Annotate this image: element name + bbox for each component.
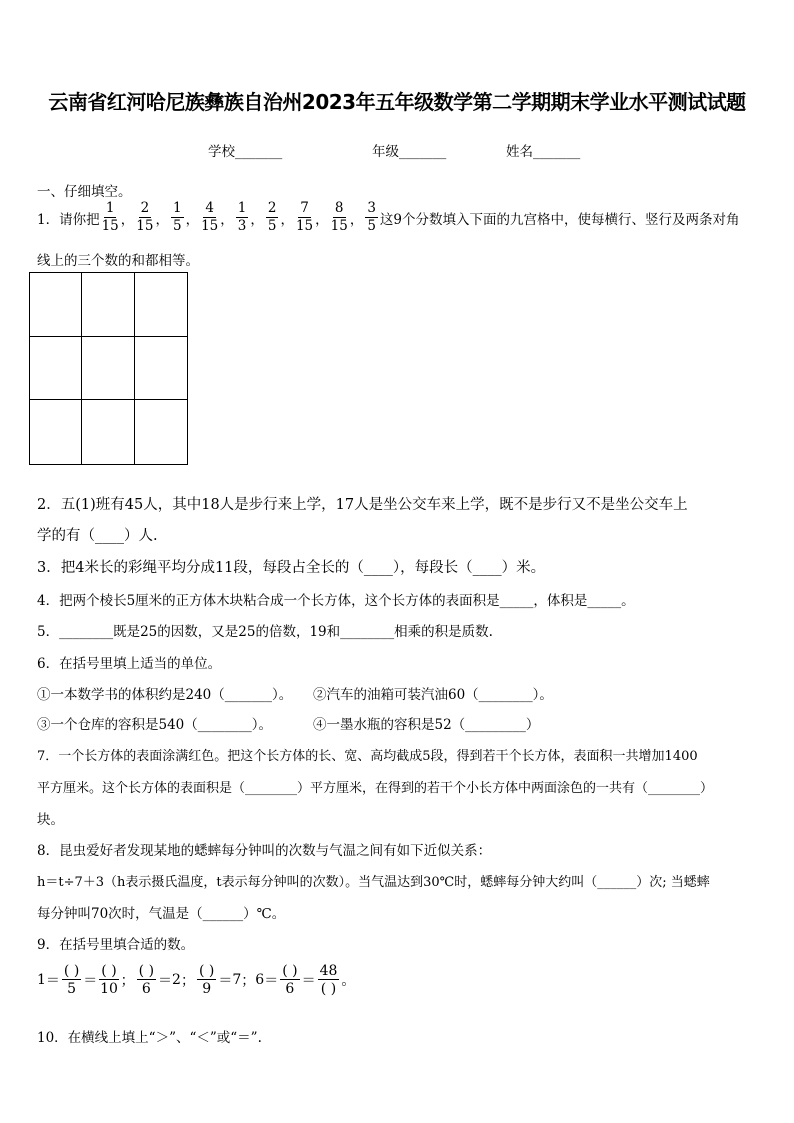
question-10: 10．在横线上填上“＞”、“＜”或“＝”.: [37, 1030, 262, 1046]
q1-suffix: 这9个分数填入下面的九宫格中，使每横行、竖行及两条对角: [379, 211, 740, 228]
grid-cell[interactable]: [30, 337, 82, 401]
school-field[interactable]: 学校_______: [208, 144, 283, 160]
grid-cell[interactable]: [30, 400, 82, 464]
question-2-line1: 2．五(1)班有45人，其中18人是步行来上学，17人是坐公交车来上学，既不是步行又不是坐公交车上: [37, 497, 688, 513]
grid-cell[interactable]: [30, 273, 82, 337]
question-6a: ①一本数学书的体积约是240（_______）。: [37, 687, 293, 703]
question-2-line2: 学的有（____）人.: [37, 528, 158, 544]
fraction[interactable]: $\frac{( )}{6}$: [282, 963, 298, 997]
question-7-line3: 块。: [37, 812, 64, 828]
grid-cell[interactable]: [135, 400, 187, 464]
fraction[interactable]: $\frac{( )}{10}$: [100, 963, 118, 997]
name-field[interactable]: 姓名_______: [506, 144, 581, 160]
grade-field[interactable]: 年级_______: [372, 144, 447, 160]
fraction: $\frac{7}{15}$: [295, 200, 314, 234]
grid-cell[interactable]: [82, 400, 134, 464]
q1-prefix: 1．请你把: [37, 211, 100, 228]
question-4: 4．把两个棱长5厘米的正方体木块粘合成一个长方体，这个长方体的表面积是_____，体积是_____。: [37, 593, 635, 609]
question-8-line2: h＝t÷7＋3（h表示摄氏温度，t表示每分钟叫的次数）。当气温达到30℃时，蟋蟀每分钟大约叫（______）次; 当蟋蟀: [37, 875, 710, 890]
question-6c: ③一个仓库的容积是540（________）。: [37, 717, 273, 733]
fraction: $\frac{1}{5}$: [172, 200, 182, 234]
magic-square-grid: [29, 272, 188, 465]
page-title: 云南省红河哈尼族彝族自治州2023年五年级数学第二学期期末学业水平测试试题: [48, 90, 746, 114]
fraction: $\frac{4}{15}$: [201, 200, 219, 234]
question-7-line2: 平方厘米。这个长方体的表面积是（________）平方厘米，在得到的若干个小长方体中两面涂色的一共有（________）: [37, 781, 714, 796]
grid-cell[interactable]: [135, 273, 187, 337]
section-heading: 一、仔细填空。: [37, 184, 132, 200]
question-3: 3．把4米长的彩绳平均分成11段，每段占全长的（____），每段长（____）米。: [37, 560, 546, 576]
fraction[interactable]: $\frac{( )}{5}$: [63, 963, 80, 997]
question-9-equations: 1 ＝ $\frac{( )}{5}$ ＝ $\frac{( )}{10}$ ； $\frac{( )}{6}$ ＝ 2 ； $\frac{( )}{9}$ ＝ 7 ； 6 ＝ $\frac{( )}{6}$ ＝ $\frac{48}{( )}$ 。: [37, 963, 356, 997]
fraction: $\frac{1}{3}$: [237, 200, 247, 234]
fraction: $\frac{8}{15}$: [330, 200, 348, 234]
fraction: $\frac{2}{5}$: [267, 200, 277, 234]
question-6d: ④一墨水瓶的容积是52（_________）: [313, 717, 540, 733]
grid-cell[interactable]: [135, 337, 187, 401]
fraction[interactable]: $\frac{( )}{6}$: [138, 963, 155, 997]
question-8-line3: 每分钟叫70次时，气温是（______）℃。: [37, 906, 286, 922]
fraction: $\frac{1}{15}$: [101, 200, 119, 234]
question-5: 5．________既是25的因数，又是25的倍数，19和________相乘的积是质数.: [37, 624, 493, 640]
question-1: 1．请你把 $\frac{1}{15}$ ， $\frac{2}{15}$ ， $\frac{1}{5}$ ， $\frac{4}{15}$ ， $\frac{1}{3}$ ， $\frac{2}{5}$ ， $\frac{7}{15}$ ， $\frac{8}{15}$ ， $\frac{3}{5}$ 这9个分数填入下面的九宫格中，使每横行、竖行及两条对角: [37, 200, 740, 234]
fraction: $\frac{3}{5}$: [367, 200, 376, 234]
question-8-line1: 8．昆虫爱好者发现某地的蟋蟀每分钟叫的次数与气温之间有如下近似关系：: [37, 843, 492, 859]
fraction[interactable]: $\frac{( )}{9}$: [198, 963, 215, 997]
grid-cell[interactable]: [82, 273, 134, 337]
question-9-stem: 9．在括号里填合适的数。: [37, 937, 195, 953]
question-6-stem: 6．在括号里填上适当的单位。: [37, 656, 222, 672]
grid-cell[interactable]: [82, 337, 134, 401]
question-6b: ②汽车的油箱可装汽油60（________）。: [313, 687, 553, 703]
q1-line2: 线上的三个数的和都相等。: [37, 253, 199, 269]
fraction[interactable]: $\frac{48}{( )}$: [319, 963, 338, 997]
fraction: $\frac{2}{15}$: [136, 200, 154, 234]
question-7-line1: 7．一个长方体的表面涂满红色。把这个长方体的长、宽、高均截成5段，得到若干个长方体，表面积一共增加1400: [37, 749, 698, 764]
